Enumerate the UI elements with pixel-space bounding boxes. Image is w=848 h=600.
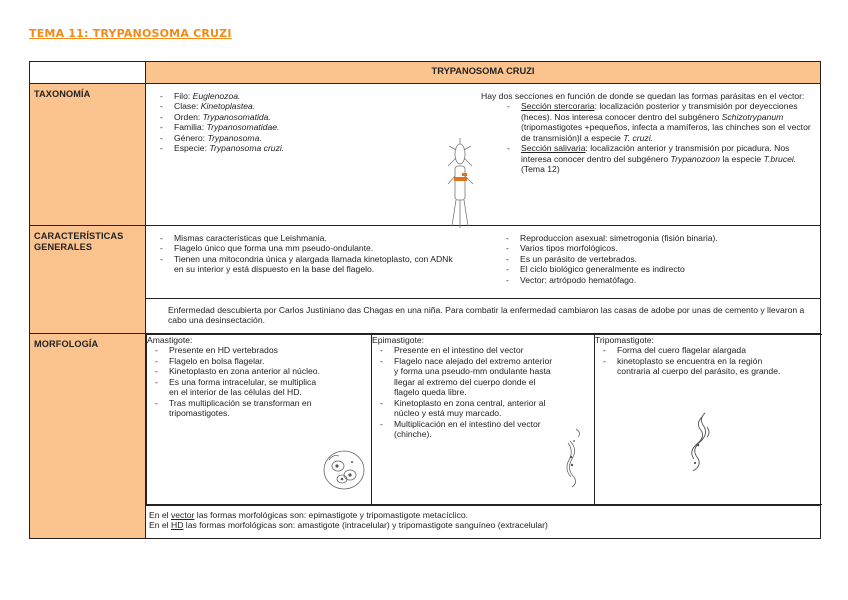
sections-intro: Hay dos secciones en función de donde se quedan las formas parásitas en el vector: — [481, 91, 805, 101]
hd-forms-line: En el HD las formas morfológicas son: amastigote (intracelular) y tripomastigote sanguíneo (extracelular) — [149, 520, 548, 531]
taxonomia-cell — [146, 84, 821, 226]
insect-vector-icon — [444, 136, 480, 232]
epimastigote-cell — [372, 335, 595, 505]
caracteristicas-label: CARACTERÍSTICAS GENERALES — [30, 226, 146, 334]
vector-forms-line: En el vector las formas morfológicas son: epimastigote y tripomastigote metacíclico. — [149, 510, 469, 520]
epimastigote-list — [372, 345, 554, 439]
amastigote-cell-icon — [321, 448, 367, 492]
morphology-footer — [146, 506, 820, 533]
list-item: - Kinetoplasto en zona anterior al núcleo. — [147, 366, 327, 376]
chagas-note-cell — [146, 299, 821, 334]
sections-list — [481, 101, 811, 174]
list-item: - Forma del cuero flagelar alargada — [595, 345, 791, 355]
taxonomy-list — [152, 91, 382, 154]
list-item: - Es una forma intracelular, se multiplica en el interior de las células del HD. — [147, 377, 327, 398]
amastigote-title: Amastigote: — [147, 335, 193, 345]
list-item: - Es un parásito de vertebrados. — [498, 254, 818, 264]
tripomastigote-icon — [681, 411, 717, 473]
taxonomia-label: TAXONOMÍA — [30, 84, 146, 226]
caracteristicas-cell — [146, 226, 821, 299]
list-item: - Flagelo nace alejado del extremo anterior y forma una pseudo-mm ondulante hasta llegar al extremo del cuerpo donde el flagelo queda libre. — [372, 356, 554, 398]
summary-table — [29, 61, 821, 539]
document-title: TEMA 11: TRYPANOSOMA CRUZI — [29, 27, 232, 40]
list-item: - Reproduccion asexual: simetrogonia (fisión binaria). — [498, 233, 818, 243]
list-item: - Varios tipos morfológicos. — [498, 243, 818, 253]
taxonomy-item: - Género: Trypanosoma. — [152, 133, 382, 143]
list-item: - Tras multiplicación se transforman en tripomastigotes. — [147, 398, 327, 419]
characteristics-right-list — [498, 233, 818, 285]
tripomastigote-cell — [595, 335, 822, 505]
morphology-forms-table — [146, 334, 822, 505]
taxonomy-item: - Orden: Trypanosomatida. — [152, 112, 382, 122]
characteristics-left-list — [152, 233, 462, 275]
list-item: - Presente en HD vertebrados — [147, 345, 327, 355]
taxonomy-item: - Filo: Euglenozoa. — [152, 91, 382, 101]
header-corner-cell — [30, 62, 146, 84]
amastigote-cell — [147, 335, 372, 505]
tripomastigote-list — [595, 345, 791, 376]
section-stercoraria: - Sección stercoraria: localización posterior y transmisión por deyecciones (heces). Nos interesa conocer dentro del subgénero Schizotrypanum (tripomastigotes +pequeños, infecta a mamíferos, las chinches son el vector de transmisión)l a especie T. cruzi. — [499, 101, 811, 143]
list-item: - Mismas características que Leishmania. — [152, 233, 462, 243]
list-item: - Flagelo único que forma una mm pseudo-ondulante. — [152, 243, 462, 253]
list-item: - kinetoplasto se encuentra en la región contraria al cuerpo del parásito, es grande. — [595, 356, 791, 377]
taxonomy-item: - Clase: Kinetoplastea. — [152, 101, 382, 111]
list-item: - Presente en el intestino del vector — [372, 345, 554, 355]
morphology-footer-cell — [146, 506, 821, 539]
list-item: - Vector: artrópodo hematófago. — [498, 275, 818, 285]
section-salivaria: - Sección salivaria: localización anterior y transmisión por picadura. Nos interesa conocer dentro del subgénero Trypanozoon la especie T.brucei. (Tema 12) — [499, 143, 811, 174]
morfologia-cell — [146, 334, 821, 506]
list-item: - Kinetoplasto en zona central, anterior al núcleo y está muy marcado. — [372, 398, 554, 419]
morfologia-label: MORFOLOGÍA — [30, 334, 146, 539]
list-item: - Flagelo en bolsa flagelar. — [147, 356, 327, 366]
epimastigote-icon — [558, 427, 588, 489]
table-header: TRYPANOSOMA CRUZI — [146, 62, 821, 84]
taxonomy-item: - Especie: Trypanosoma cruzi. — [152, 143, 382, 153]
chagas-note: Enfermedad descubierta por Carlos Justiniano das Chagas en una niña. Para combatir la enfermedad cambiaron las casas de adobe por unas de cemento y llevaron a cabo una desinsectación. — [168, 305, 805, 326]
epimastigote-title: Epimastigote: — [372, 335, 425, 345]
amastigote-list — [147, 345, 327, 418]
taxonomy-item: - Familia: Trypanosomatidae. — [152, 122, 382, 132]
tripomastigote-title: Tripomastigote: — [595, 335, 654, 345]
list-item: - Tienen una mitocondria única y alargada llamada kinetoplasto, con ADNk en su interior y está dispuesto en la base del flagelo. — [152, 254, 462, 275]
list-item: - Multiplicación en el intestino del vector (chinche). — [372, 419, 554, 440]
list-item: - El ciclo biológico generalmente es indirecto — [498, 264, 818, 274]
